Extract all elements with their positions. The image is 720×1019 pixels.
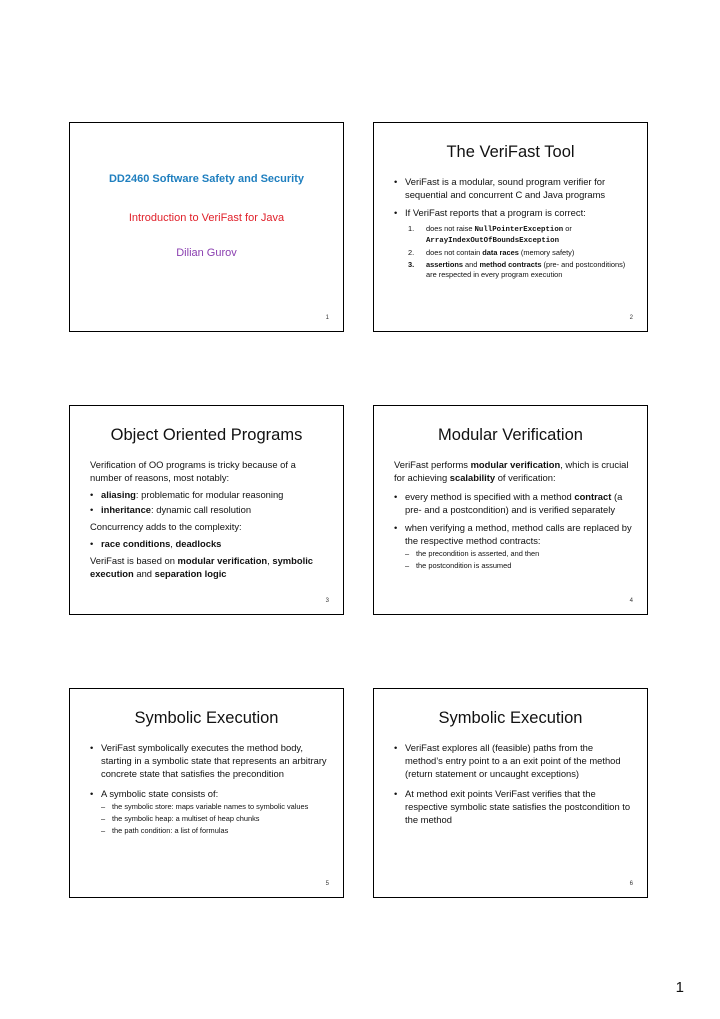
paragraph: VeriFast performs modular verification, which is crucial for achieving scalability of verification:: [394, 459, 629, 483]
slide-4: [373, 405, 648, 615]
sub-bullet-item: – the path condition: a list of formulas: [101, 826, 229, 835]
slide-number: 4: [629, 598, 633, 604]
sub-bullet-item: – the symbolic store: maps variable names to symbolic values: [101, 802, 309, 811]
numbered-item: 1. does not raise NullPointerException or ArrayIndexOutOfBoundsException: [408, 224, 572, 245]
paragraph: Concurrency adds to the complexity:: [90, 521, 242, 532]
bullet-item: • If VeriFast reports that a program is correct:: [394, 206, 633, 219]
slide-6: [373, 688, 648, 898]
bullet-item: • inheritance: dynamic call resolution: [90, 503, 329, 516]
slide-body: [394, 741, 633, 831]
slide-body: [90, 741, 329, 838]
sub-bullet-item: – the symbolic heap: a multiset of heap chunks: [101, 814, 260, 823]
slide-5: [69, 688, 344, 898]
numbered-item: 3. assertions and method contracts (pre- and postconditions) are respected in every program execution: [408, 260, 626, 279]
slide-title: Modular Verification: [438, 426, 583, 444]
numbered-item: 2. does not contain data races (memory safety): [408, 248, 575, 257]
paragraph: VeriFast is based on modular verification, symbolic execution and separation logic: [90, 555, 314, 579]
bullet-item: • race conditions, deadlocks: [90, 537, 329, 550]
slide-number: 2: [629, 315, 633, 321]
slide-number: 6: [629, 881, 633, 887]
page-number: 1: [675, 979, 684, 996]
sub-bullet-item: – the precondition is asserted, and then: [405, 549, 540, 558]
bullet-item: • VeriFast explores all (feasible) paths from the method’s entry point to a an exit point of the method (return statement or uncaught exceptions): [394, 741, 633, 780]
slide-title: Object Oriented Programs: [110, 426, 303, 444]
bullet-item: • At method exit points VeriFast verifies that the respective symbolic state satisfies the postcondition to the method: [394, 787, 633, 826]
slide-body: [394, 458, 633, 573]
bullet-item: • every method is specified with a method contract (a pre- and a postcondition) and is verified separately: [394, 490, 633, 516]
bullet-item: • A symbolic state consists of:: [90, 787, 329, 800]
slide-body: [394, 175, 633, 282]
slide-title: The VeriFast Tool: [446, 143, 575, 161]
bullet-item: • when verifying a method, method calls are replaced by the respective method contracts:: [394, 521, 633, 547]
sub-bullet-item: – the postcondition is assumed: [405, 561, 512, 570]
paragraph: Verification of OO programs is tricky because of a number of reasons, most notably:: [90, 459, 296, 483]
bullet-item: • aliasing: problematic for modular reasoning: [90, 488, 329, 501]
course-title: DD2460 Software Safety and Security: [108, 173, 305, 185]
slide-2: [373, 122, 648, 332]
slide-title: Symbolic Execution: [134, 709, 279, 727]
author-name: Dilian Gurov: [176, 247, 237, 259]
slide-number: 1: [325, 315, 329, 321]
slide-number: 5: [325, 881, 329, 887]
bullet-item: • VeriFast is a modular, sound program verifier for sequential and concurrent C and Java programs: [394, 175, 633, 201]
slide-body: [90, 458, 329, 584]
slide-number: 3: [325, 598, 329, 604]
slide-title: Symbolic Execution: [438, 709, 583, 727]
bullet-item: • VeriFast symbolically executes the method body, starting in a symbolic state that represents an arbitrary concrete state that satisfies the precondition: [90, 741, 329, 780]
slide-1: [69, 122, 344, 332]
lecture-subtitle: Introduction to VeriFast for Java: [128, 212, 285, 224]
slide-3: [69, 405, 344, 615]
